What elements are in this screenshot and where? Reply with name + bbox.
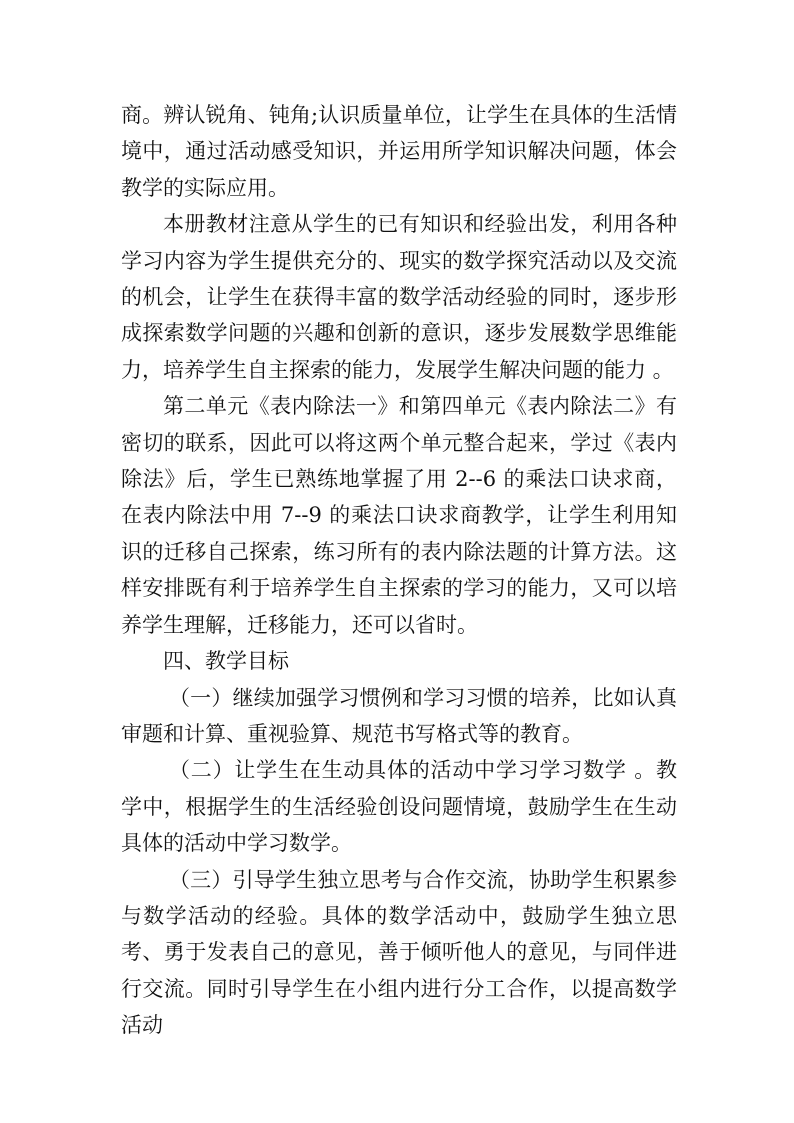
document-body [121, 97, 677, 1044]
paragraph-textbook-approach: 本册教材注意从学生的已有知识和经验出发，利用各种学习内容为学生提供充分的、现实的数学探究活动以及交流的机会，让学生在获得丰富的数学活动经验的同时，逐步形成探索数学问题的兴趣和创新的意识，逐步发展数学思维能力，培养学生自主探索的能力，发展学生解决问题的能力 。 [121, 212, 677, 382]
goal-item-3: （三）引导学生独立思考与合作交流，协助学生积累参与数学活动的经验。具体的数学活动中，鼓励学生独立思考、勇于发表自己的意见，善于倾听他人的意见，与同伴进行交流。同时引导学生在小组内进行分工合作，以提高数学活动 [121, 867, 677, 1038]
goal-item-2: （二）让学生在生动具体的活动中学习学习数学 。教学中，根据学生的生活经验创设问题情境，鼓励学生在生动具体的活动中学习数学。 [121, 758, 677, 856]
paragraph-continuation: 商。辨认锐角、钝角;认识质量单位，让学生在具体的生活情境中，通过活动感受知识，并运用所学知识解决问题，体会教学的实际应用。 [121, 103, 677, 200]
section-heading-teaching-goals: 四、教学目标 [163, 649, 289, 674]
paragraph-unit-integration: 第二单元《表内除法一》和第四单元《表内除法二》有密切的联系，因此可以将这两个单元整合起来，学过《表内除法》后，学生已熟练地掌握了用 2--6 的乘法口诀求商，在表内除法中用 7--9 的乘法口诀求商教学，让学生利用知识的迁移自己探索，练习所有的表内除法题的计算方法。这样安排既有利于培养学生自主探索的学习的能力，又可以培养学生理解，迁移能力，还可以省时。 [121, 394, 677, 637]
goal-item-1: （一）继续加强学习惯例和学习习惯的培养，比如认真审题和计算、重视验算、规范书写格式等的教育。 [121, 685, 677, 746]
